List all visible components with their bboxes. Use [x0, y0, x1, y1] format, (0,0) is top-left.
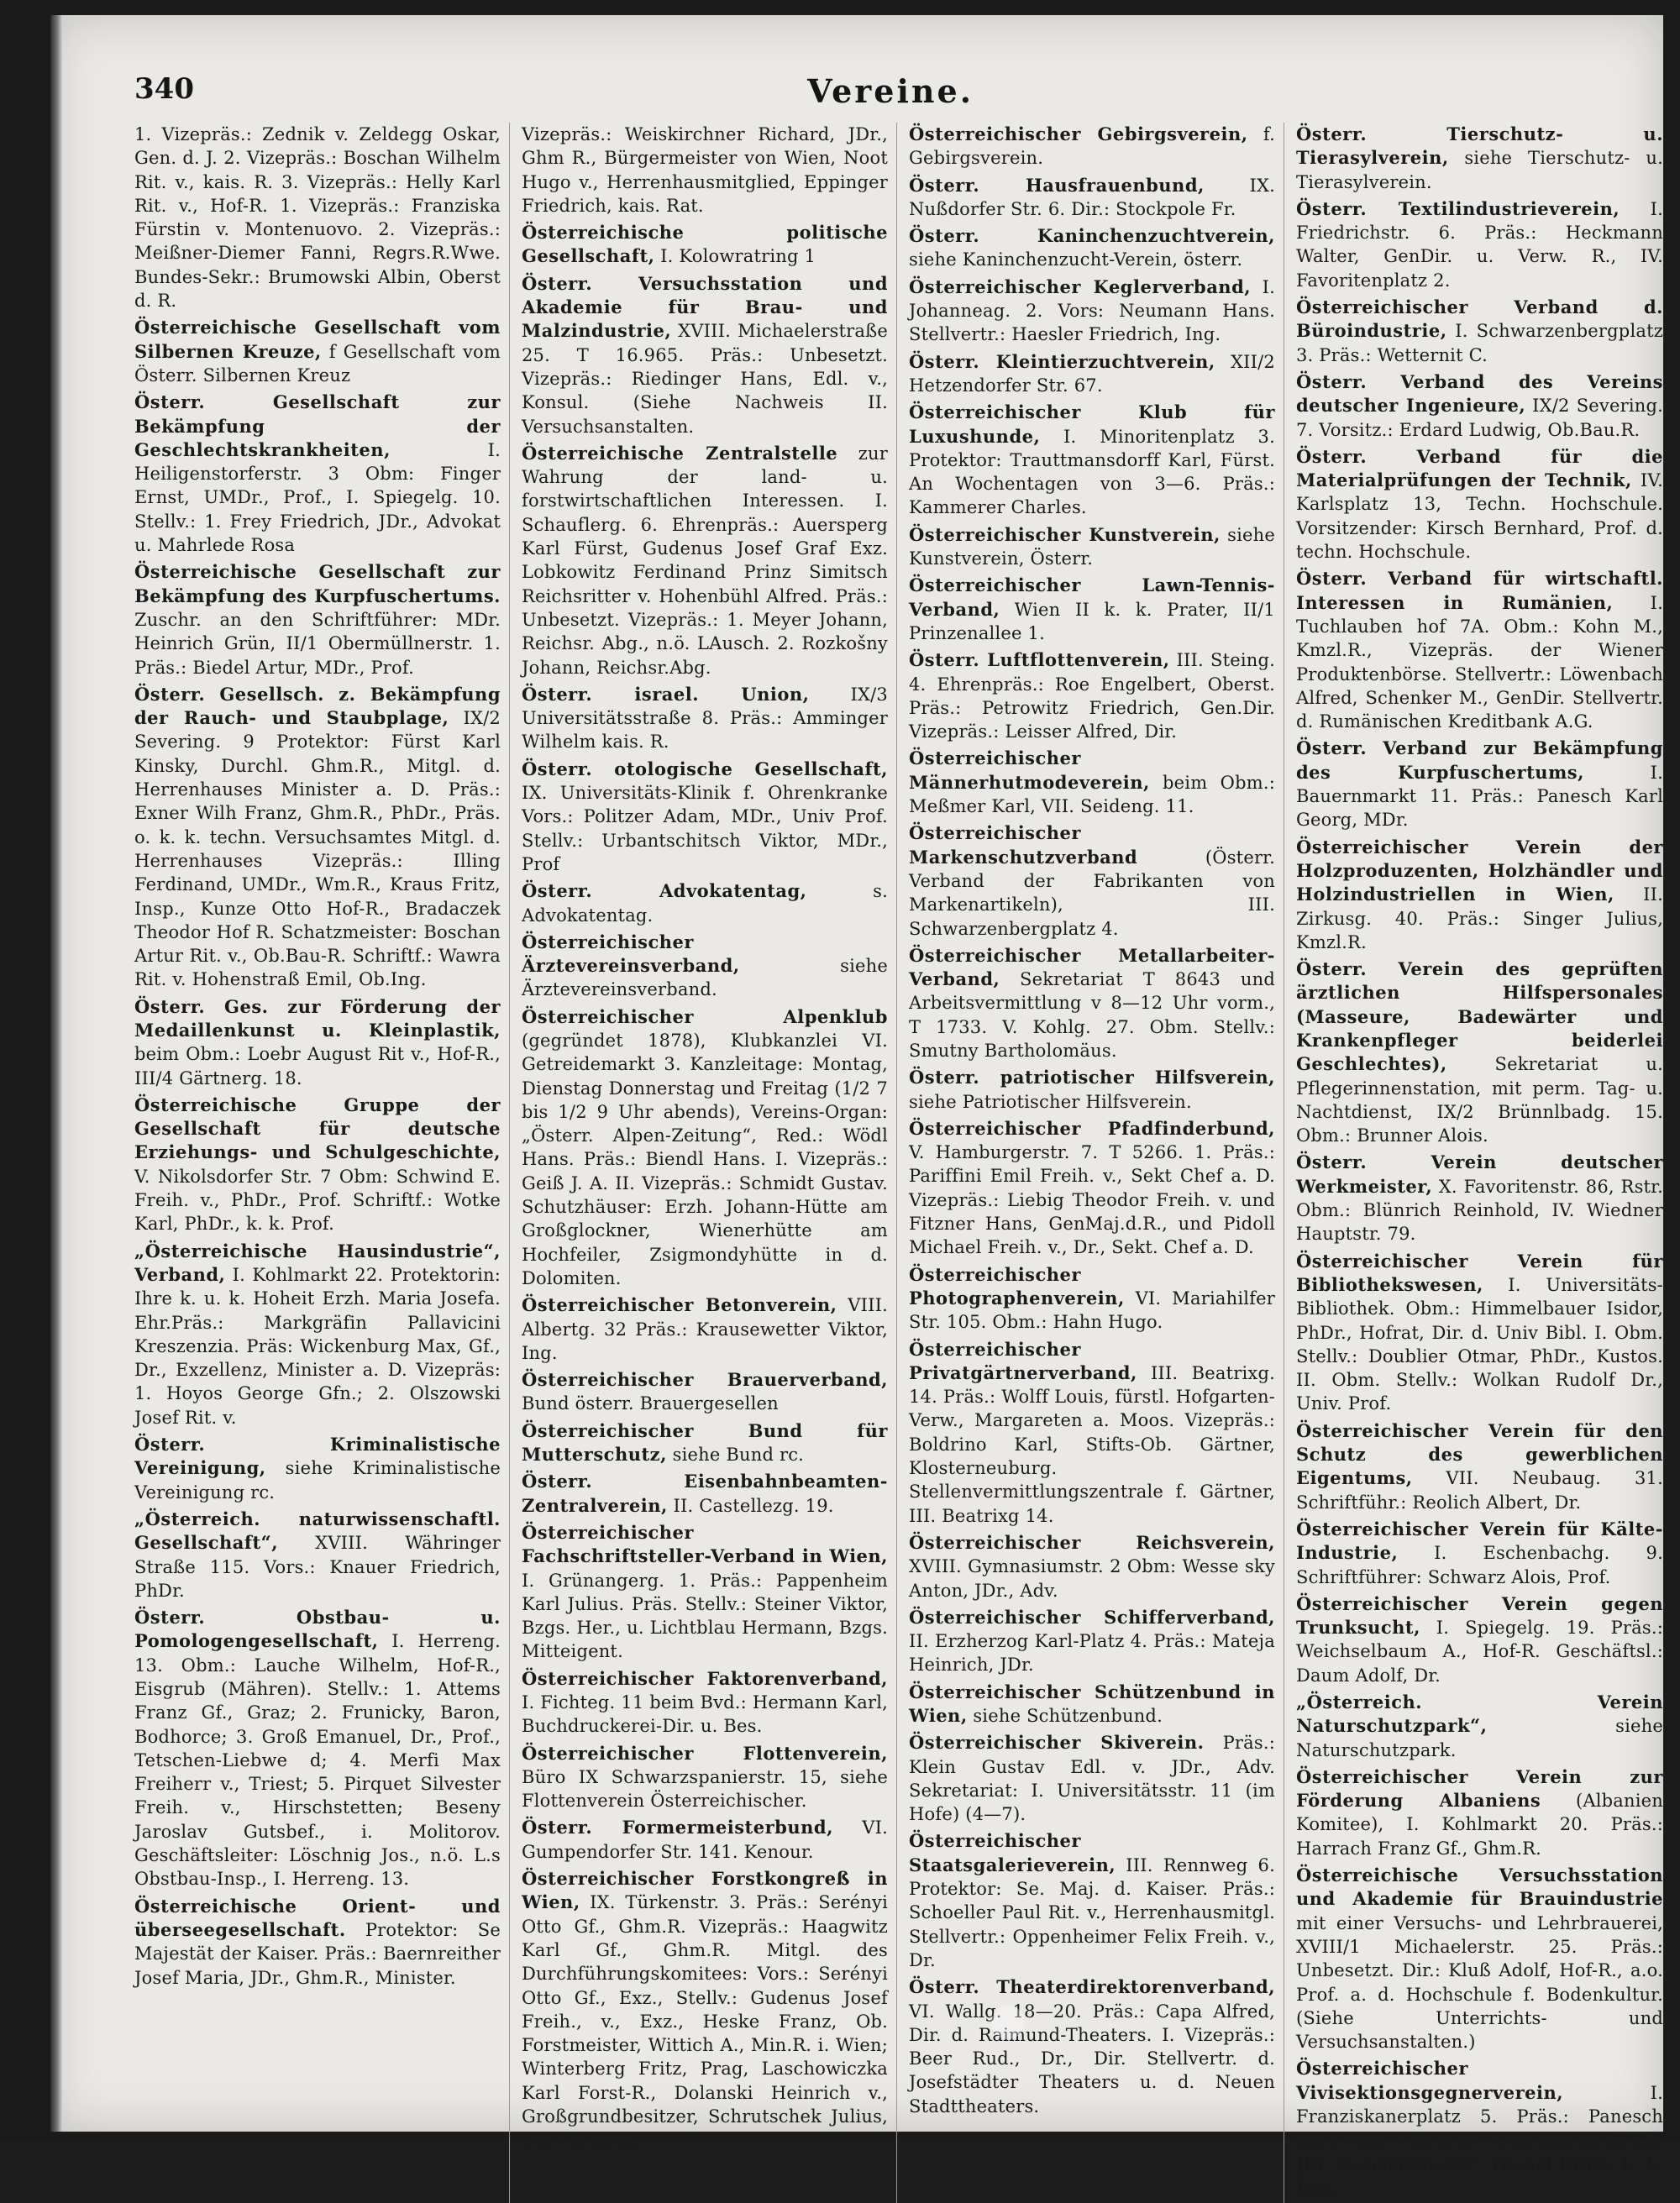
directory-entry	[909, 821, 1275, 940]
entry-details: VI. Wallg. 18—20. Präs.: Capa Alfred, Dir. d. Raimund-Theaters. I. Vizepräs.: Beer Rud., Dr., Dir. Stellvertr. d. Josefstädter Theaters u. d. Neuen Stadttheaters.	[909, 2001, 1275, 2116]
directory-entry	[909, 944, 1275, 1062]
entry-details: beim Obm.: Loebr August Rit v., Hof-R., III/4 Gärtnerg. 18.	[134, 1044, 501, 1088]
directory-entry	[909, 1338, 1275, 1528]
entry-details: II. Castellezg. 19.	[673, 1495, 834, 1516]
entry-heading: Österr. Ges. zur Förderung der Medaillenkunst u. Kleinplastik,	[134, 995, 501, 1041]
directory-entry	[1296, 1864, 1663, 2054]
entry-details: I. Fichteg. 11 beim Bvd.: Hermann Karl, Buchdruckerei-Dir. u. Bes.	[522, 1692, 888, 1737]
entry-details: XVIII. Gymnasiumstr. 2 Obm: Wesse sky Anton, JDr., Adv.	[909, 1556, 1275, 1601]
directory-entry	[909, 1681, 1275, 1728]
directory-entry	[1296, 1592, 1663, 1687]
entry-details: Sekretariat T 8643 und Arbeitsvermittlung v 8—12 Uhr vorm., T 1733. V. Kohlg. 27. Obm. Stellv.: Smutny Bartholomäus.	[909, 969, 1275, 1061]
directory-columns	[134, 123, 1672, 2198]
entry-details: siehe Naturschutzpark.	[1296, 1716, 1663, 1760]
paper-blemish	[991, 2006, 1025, 2039]
entry-heading: Österreichische Versuchsstation und Akademie für Brauindustrie	[1296, 1865, 1663, 1910]
directory-entry	[134, 1508, 501, 1602]
entry-details: siehe Schützenbund.	[973, 1706, 1163, 1726]
directory-entry	[1296, 737, 1663, 831]
column-2	[522, 123, 897, 2203]
directory-entry	[1296, 1151, 1663, 1246]
entry-details: I. Schwarzenbergplatz 3. Präs.: Wetternit C.	[1296, 321, 1663, 365]
directory-entry	[134, 123, 501, 312]
directory-entry	[1296, 1765, 1663, 1860]
directory-entry	[1296, 445, 1663, 564]
entry-details: siehe Kunstverein, Österr.	[909, 524, 1275, 569]
entry-heading: Österr. Verband für wirtschaftl. Interessen in Rumänien,	[1296, 568, 1663, 613]
entry-details: Zuschr. an den Schriftführer: MDr. Heinrich Grün, II/1 Obermüllnerstr. 1. Präs.: Biedel Artur, MDr., Prof.	[134, 609, 501, 678]
entry-heading: Österreichische politische Gesellschaft,	[522, 222, 888, 267]
directory-entry	[134, 683, 501, 992]
entry-details: siehe Bund rc.	[672, 1445, 805, 1466]
directory-entry	[522, 1005, 888, 1291]
entry-details: Präs.: Klein Gustav Edl. v. JDr., Adv. Sekretariat: I. Universitätsstr. 11 (im Hofe) (4—7).	[909, 1733, 1275, 1825]
entry-details: III. Steing. 4. Ehrenpräs.: Roe Engelbert, Oberst. Präs.: Petrowitz Friedrich, Gen.Dir. Vizepräs.: Leisser Alfred, Dir.	[909, 650, 1275, 742]
entry-details: mit einer Versuchs- und Lehrbrauerei, XVIII/1 Michaelerstr. 25. Präs.: Unbesetzt. Dir.: Kluß Adolf, Hof-R., a.o. Prof. a. d. Hochschule f. Bodenkultur. (Siehe Unterrichts- und Versuchsanstalten.)	[1296, 1912, 1663, 2053]
entry-heading: Österreichischer Schützenbund in Wien,	[909, 1681, 1275, 1726]
entry-details: Bund österr. Brauergesellen	[522, 1393, 779, 1414]
entry-heading: Österr. otologische Gesellschaft,	[522, 758, 888, 779]
directory-entry	[134, 1433, 501, 1504]
entry-heading: Österr. Formermeisterbund,	[522, 1817, 833, 1838]
directory-entry	[134, 1895, 501, 1990]
directory-entry	[909, 1829, 1275, 1972]
entry-heading: Österr. Luftflottenverein,	[909, 649, 1170, 671]
directory-entry	[134, 391, 501, 557]
entry-details: siehe Ärztevereinsverband.	[522, 956, 888, 1000]
entry-heading: Österr. Eisenbahnbeamten-Zentralverein,	[522, 1471, 888, 1516]
entry-heading: Österreichischer Lawn-Tennis-Verband,	[909, 574, 1275, 620]
entry-heading: Österreichischer Skiverein.	[909, 1732, 1205, 1754]
entry-details: III. Rennweg 6. Protektor: Se. Maj. d. Kaiser. Präs.: Schoeller Paul Rit. v., Herrenhausmitgl. Stellvertr.: Oppenheimer Felix Freih. v., Dr.	[909, 1854, 1275, 1970]
entry-details: XVIII. Währinger Straße 115. Vors.: Knauer Friedrich, PhDr.	[134, 1533, 501, 1601]
entry-details: Protektor: Se Majestät der Kaiser. Präs.: Baernreither Josef Maria, JDr., Ghm.R., Minister.	[134, 1919, 501, 1988]
entry-details: f. Gebirgsverein.	[909, 124, 1275, 169]
directory-entry	[522, 1667, 888, 1739]
entry-details: IX/2 Severing. 9 Protektor: Fürst Karl Kinsky, Durchl. Ghm.R., Mitgl. d. Herrenhauses Minister a. D. Präs.: Exner Wilh Franz, Ghm.R., PhDr., Präs. o. k. k. techn. Versuchsamtes Mitgl. d. Herrenhauses Vizepräs.: Illing Ferdinand, UMDr., Wm.R., Kraus Fritz, Insp., Kunze Otto Hof-R., Bradaczek Theodor Hof R. Schatzmeister: Boschan Artur Rit. v., Ob.Bau-R. Schriftf.: Wawra Rit. v. Hohenstraß Emil, Ob.Ing.	[134, 708, 501, 990]
directory-entry	[1296, 957, 1663, 1147]
entry-heading: „Österreich. naturwissenschaftl. Gesellschaft“,	[134, 1508, 501, 1554]
entry-details: II. Zirkusg. 40. Präs.: Singer Julius, Kmzl.R.	[1296, 884, 1663, 952]
entry-heading: Österreichischer Schifferverband,	[909, 1606, 1275, 1628]
entry-details: (Österr. Verband der Fabrikanten von Markenartikeln), III. Schwarzenbergplatz 4.	[909, 847, 1275, 939]
entry-heading: Österreichischer Vivisektionsgegnerverein,	[1296, 2058, 1564, 2103]
directory-entry	[522, 1521, 888, 1664]
entry-heading: Österreichischer Verein der Holzproduzenten, Holzhändler und Holzindustriellen in Wien,	[1296, 836, 1663, 905]
entry-details: XII/2 Hetzendorfer Str. 67.	[909, 351, 1275, 396]
entry-heading: Österr. Verband des Vereins deutscher Ingenieure,	[1296, 370, 1663, 417]
entry-heading: Österreichische Orient- und überseegesellschaft.	[134, 1895, 501, 1940]
directory-entry	[522, 1293, 888, 1365]
entry-details: IX. Universitäts-Klinik f. Ohrenkranke Vors.: Politzer Adam, MDr., Univ Prof. Stellv.: Urbantschitsch Viktor, MDr., Prof	[522, 783, 888, 874]
entry-heading: Österreichischer Privatgärtnerverband,	[909, 1338, 1137, 1383]
entry-heading: Österreichische Gruppe der Gesellschaft für deutsche Erziehungs- und Schulgeschichte,	[134, 1094, 501, 1163]
directory-entry	[1296, 123, 1663, 194]
entry-heading: Österreichischer Verband d. Büroindustrie,	[1296, 296, 1663, 342]
entry-details: I. Universitäts-Bibliothek. Obm.: Himmelbauer Isidor, PhDr., Hofrat, Dir. d. Univ Bibl. I. Obm. Stellv.: Doublier Otmar, PhDr., Kustos. II. Obm. Stellv.: Wolkan Rudolf Dr., Univ. Prof.	[1296, 1274, 1663, 1414]
directory-entry	[909, 275, 1275, 347]
entry-details: I. Spiegelg. 19. Präs.: Weichselbaum A., Hof-R. Geschäftsl.: Daum Adolf, Dr.	[1296, 1618, 1663, 1686]
entry-heading: Österreichische Zentralstelle	[522, 442, 838, 464]
entry-heading: Österreichischer Ärztevereinsverband,	[522, 931, 740, 977]
column-3	[909, 123, 1284, 2203]
entry-details: (gegründet 1878), Klubkanzlei VI. Getreidemarkt 3. Kanzleitage: Montag, Dienstag Donnerstag und Freitag (1/2 7 bis 1/2 9 Uhr abends), Vereins-Organ: „Österr. Alpen-Zeitung“, Red.: Wödl Hans. Präs.: Biendl Hans. I. Vizepräs.: Geiß J. A. II. Vizepräs.: Schmidt Gustav. Schutzhäuser: Erzh. Johann-Hütte am Großglockner, Wienerhütte am Hochfeiler, Zsigmondyhütte in d. Dolomiten.	[522, 1030, 888, 1288]
column-4	[1296, 123, 1672, 2203]
directory-entry	[522, 1867, 888, 2153]
directory-entry	[134, 1094, 501, 1236]
entry-details: IX/3 Universitätsstraße 8. Präs.: Amminger Wilhelm kais. R.	[522, 684, 888, 753]
directory-entry	[1296, 370, 1663, 442]
entry-heading: Österreichischer Klub für Luxushunde,	[909, 401, 1275, 447]
entry-heading: Österr. Hausfrauenbund,	[909, 174, 1205, 196]
entry-heading: Österreichische Gesellschaft zur Bekämpfung des Kurpfuschertums.	[134, 561, 501, 606]
entry-details: Büro IX Schwarzspanierstr. 15, siehe Flottenverein Österreichischer.	[522, 1766, 888, 1812]
entry-details: Vizepräs.: Weiskirchner Richard, JDr., Ghm R., Bürgermeister von Wien, Noot Hugo v., Herrenhausmitglied, Eppinger Friedrich, kais. Rat.	[522, 124, 888, 216]
entry-details: X. Favoritenstr. 86, Rstr. Obm.: Blünrich Reinhold, IV. Wiedner Hauptstr. 79.	[1296, 1176, 1663, 1245]
entry-heading: Österr. Advokatentag,	[522, 880, 807, 902]
entry-heading: Österr. Gesellsch. z. Bekämpfung der Rauch- und Staubplage,	[134, 683, 501, 729]
entry-heading: Österreichischer Kunstverein,	[909, 523, 1221, 545]
entry-details: 1. Vizepräs.: Zednik v. Zeldegg Oskar, Gen. d. J. 2. Vizepräs.: Boschan Wilhelm Rit. v., kais. R. 3. Vizepräs.: Helly Karl Rit. v., Hof-R. 1. Vizepräs.: Franziska Fürstin v. Montenuovo. 2. Vizepräs.: Meißner-Diemer Fanni, Regrs.R.Wwe. Bundes-Sekr.: Brumowski Albin, Oberst d. R.	[134, 124, 501, 312]
directory-entry	[522, 123, 888, 218]
entry-heading: Österreichischer Flottenverein,	[522, 1742, 888, 1764]
running-title: Vereine.	[807, 72, 974, 110]
entry-heading: Österreichischer Gebirgsverein,	[909, 123, 1248, 144]
directory-entry	[1296, 567, 1663, 733]
directory-entry	[909, 1606, 1275, 1677]
entry-heading: Österr. Verband für die Materialprüfungen der Technik,	[1296, 445, 1663, 491]
entry-heading: Österreichischer Pfadfinderbund,	[909, 1117, 1275, 1139]
entry-details: VI. Gumpendorfer Str. 141. Kenour.	[522, 1817, 888, 1862]
entry-details: siehe Patriotischer Hilfsverein.	[909, 1091, 1192, 1112]
entry-heading: Österreichischer Reichsverein,	[909, 1531, 1275, 1553]
entry-heading: Österreichischer Keglerverband,	[909, 275, 1252, 297]
entry-heading: Österreichischer Betonverein,	[522, 1294, 837, 1316]
entry-heading: Österr. Theaterdirektorenverband,	[909, 1976, 1275, 1998]
entry-heading: Österreichischer Verein für Bibliothekswesen,	[1296, 1250, 1663, 1295]
entry-details: V. Hamburgerstr. 7. T 5266. 1. Präs.: Pariffini Emil Freih. v., Sekt Chef a. D. Vizepräs.: Liebig Theodor Freih. v. und Fitzner Hans, GenMaj.d.R., und Pidoll Michael Freih. v., Dr., Sekt. Chef a. D.	[909, 1142, 1275, 1258]
directory-entry	[522, 1742, 888, 1813]
entry-details: V. Nikolsdorfer Str. 7 Obm: Schwind E. Freih. v., PhDr., Prof. Schriftf.: Wotke Karl, PhDr., k. k. Prof.	[134, 1166, 501, 1235]
entry-details: beim Obm.: Meßmer Karl, VII. Seideng. 11.	[909, 772, 1275, 817]
entry-heading: Österr. Verein deutscher Werkmeister,	[1296, 1151, 1663, 1197]
page-header	[134, 72, 1646, 123]
entry-heading: Österreichischer Faktorenverband,	[522, 1667, 888, 1689]
entry-details: IX. Nußdorfer Str. 6. Dir.: Stockpole Fr.	[909, 175, 1275, 219]
directory-entry	[134, 316, 501, 387]
entry-heading: Österreichischer Alpenklub	[522, 1005, 888, 1027]
entry-heading: Österr. Kleintierzuchtverein,	[909, 350, 1215, 372]
entry-heading: Österr. Textilindustrieverein,	[1296, 197, 1620, 219]
entry-details: (Albanien Komitee), I. Kohlmarkt 20. Präs.: Harrach Franz Gf., Ghm.R.	[1296, 1791, 1663, 1859]
entry-details: s. Advokatentag.	[522, 881, 888, 926]
directory-entry	[909, 224, 1275, 272]
entry-details: I. Friedrichstr. 6. Präs.: Heckmann Walter, GenDir. u. Verw. R., IV. Favoritenplatz 2.	[1296, 198, 1663, 291]
entry-heading: Österr. Versuchsstation und Akademie für Brau- und Malzindustrie,	[522, 272, 888, 342]
entry-heading: Österreichischer Forstkongreß in Wien,	[522, 1868, 888, 1913]
directory-entry	[522, 931, 888, 1002]
directory-entry	[522, 1419, 888, 1467]
entry-heading: Österr. Kaninchenzuchtverein,	[909, 225, 1275, 247]
entry-details: I. Johanneag. 2. Vors: Neumann Hans. Stellvertr.: Haesler Friedrich, Ing.	[909, 276, 1275, 345]
directory-entry	[134, 560, 501, 679]
entry-details: Wien II k. k. Prater, II/1 Prinzenallee 1.	[909, 599, 1275, 643]
page-binding-edge	[50, 15, 62, 2132]
entry-details: III. Beatrixg. 14. Präs.: Wolff Louis, fürstl. Hofgarten-Verw., Margareten a. Moos. Vizepräs.: Boldrino Karl, Stifts-Ob. Gärtner, Klosterneuburg. Stellenvermittlungszentrale f. Gärtner, III. Beatrixg 14.	[909, 1362, 1275, 1526]
entry-heading: Österreichischer Photographenverein,	[909, 1263, 1125, 1309]
directory-entry	[134, 1606, 501, 1891]
directory-entry	[909, 1975, 1275, 2118]
entry-details: I. Herreng. 13. Obm.: Lauche Wilhelm, Hof-R., Eisgrub (Mähren). Stellv.: 1. Attems Franz Gf., Graz; 2. Frunicky, Baron, Bodhorce; 3. Groß Emanuel, Dr., Prof., Tetschen-Liebwe d; 4. Merfi Max Freiherr v., Triest; 5. Pirquet Silvester Freih. v., Hirschstetten; Beseny Jaroslav Gutsbef., i. Molitorov. Geschäftsleiter: Löschnig Jos., n.ö. L.s Obstbau-Insp., I. Herreng. 13.	[134, 1631, 501, 1890]
directory-entry	[522, 1816, 888, 1864]
directory-entry	[909, 574, 1275, 645]
directory-entry	[134, 995, 501, 1090]
directory-entry	[909, 401, 1275, 519]
entry-details: siehe Kaninchenzucht-Verein, österr.	[909, 249, 1243, 270]
entry-heading: Österreichischer Bund für Mutterschutz,	[522, 1419, 888, 1466]
directory-entry	[1296, 836, 1663, 954]
directory-entry	[909, 123, 1275, 170]
directory-entry	[909, 1731, 1275, 1826]
directory-entry	[909, 523, 1275, 571]
entry-details: IV. Karlsplatz 13, Techn. Hochschule. Vorsitzender: Kirsch Bernhard, Prof. d. techn. Hochschule.	[1296, 470, 1663, 563]
entry-heading: Österr. israel. Union,	[522, 683, 810, 705]
entry-details: IX/2 Severing. 7. Vorsitz.: Erdard Ludwig, Ob.Bau.R.	[1296, 396, 1663, 440]
directory-entry	[522, 221, 888, 269]
entry-heading: Österr. Kriminalistische Vereinigung,	[134, 1434, 501, 1479]
directory-entry	[909, 1117, 1275, 1260]
directory-entry	[1296, 2057, 1663, 2200]
entry-details: VIII. Albertg. 32 Präs.: Krausewetter Viktor, Ing.	[522, 1295, 888, 1363]
entry-details: siehe Kriminalistische Vereinigung rc.	[134, 1458, 501, 1503]
entry-details: VII. Neubaug. 31. Schriftführ.: Reolich Albert, Dr.	[1296, 1468, 1663, 1513]
entry-details: II. Erzherzog Karl-Platz 4. Präs.: Mateja Heinrich, JDr.	[909, 1631, 1275, 1676]
entry-heading: Österreichischer Staatsgalerieverein,	[909, 1830, 1116, 1875]
directory-entry	[522, 1368, 888, 1416]
directory-entry	[909, 174, 1275, 222]
entry-heading: Österr. Gesellschaft zur Bekämpfung der Geschlechtskrankheiten,	[134, 391, 501, 460]
directory-entry	[1296, 197, 1663, 292]
entry-details: VI. Mariahilfer Str. 105. Obm.: Hahn Hugo.	[909, 1288, 1275, 1333]
directory-entry	[1296, 1419, 1663, 1514]
entry-details: I. Heiligenstorferstr. 3 Obm: Finger Ernst, UMDr., Prof., I. Spiegelg. 10. Stellv.: 1. Frey Friedrich, JDr., Advokat u. Mahrlede Rosa	[134, 439, 501, 556]
directory-entry	[909, 747, 1275, 818]
directory-entry	[909, 350, 1275, 398]
directory-entry	[1296, 1518, 1663, 1589]
directory-entry	[909, 648, 1275, 743]
entry-heading: Österreichische Gesellschaft vom Silbernen Kreuze,	[134, 317, 501, 362]
entry-details: I. Eschenbachg. 9. Schriftführer: Schwarz Alois, Prof.	[1296, 1543, 1663, 1587]
directory-entry	[522, 442, 888, 679]
directory-entry	[909, 1263, 1275, 1335]
entry-heading: Österr. Obstbau- u. Pomologengesellschaft,	[134, 1607, 501, 1652]
directory-entry	[1296, 1691, 1663, 1762]
entry-details: I. Minoritenplatz 3. Protektor: Trauttmansdorff Karl, Fürst. An Wochentagen von 3—6. Präs.: Kammerer Charles.	[909, 426, 1275, 518]
directory-entry	[1296, 1250, 1663, 1416]
column-1	[134, 123, 510, 2203]
entry-heading: Österreichischer Markenschutzverband	[909, 822, 1138, 868]
entry-heading: „Österreich. Verein Naturschutzpark“,	[1296, 1692, 1663, 1737]
entry-heading: „Österreichische Hausindustrie“, Verband,	[134, 1240, 501, 1285]
directory-entry	[522, 758, 888, 876]
directory-entry	[909, 1066, 1275, 1114]
entry-details: XVIII. Michaelerstraße 25. T 16.965. Präs.: Unbesetzt. Vizepräs.: Riedinger Hans, Edl. v., Konsul. (Siehe Nachweis II. Versuchsanstalten.	[522, 321, 888, 437]
entry-details: zur Wahrung der land- u. forstwirtschaftlichen Interessen. I. Schauflerg. 6. Ehrenpräs.: Auersperg Karl Fürst, Gudenus Josef Graf Exz. Lobkowitz Ferdinand Prinz Simitsch Reichsritter v. Hohenbühl Alfred. Präs.: Unbesetzt. Vizepräs.: 1. Meyer Johann, Reichsr. Abg., n.ö. LAusch. 2. Rozkošny Johann, Reichsr.Abg.	[522, 443, 888, 678]
directory-page	[50, 15, 1663, 2198]
entry-heading: Österr. Tierschutz- u. Tierasylverein,	[1296, 123, 1663, 169]
directory-entry	[134, 1240, 501, 1429]
entry-heading: Österr. patriotischer Hilfsverein,	[909, 1067, 1275, 1088]
directory-entry	[522, 272, 888, 438]
entry-heading: Österr. Verein des geprüften ärztlichen Hilfspersonales (Masseure, Badewärter und Krankenpfleger beiderlei Geschlechtes),	[1296, 958, 1663, 1075]
entry-details: I. Kohlmarkt 22. Protektorin: Ihre k. u. k. Hoheit Erzh. Maria Josefa. Ehr.Präs.: Markgräfin Pallavicini Kreszenzia. Präs: Wickenburg Max, Gf., Dr., Exzellenz, Minister a. D. Vizepräs: 1. Hoyos George Gfn.; 2. Olszowski Josef Rit. v.	[134, 1264, 501, 1428]
entry-details: I. Bauernmarkt 11. Präs.: Panesch Karl Georg, MDr.	[1296, 762, 1663, 831]
directory-entry	[1296, 296, 1663, 367]
entry-details: I. Kolowratring 1	[660, 246, 816, 267]
entry-heading: Österreichischer Fachschriftsteller-Verband in Wien,	[522, 1521, 888, 1567]
directory-entry	[909, 1531, 1275, 1602]
page-number: 340	[134, 72, 194, 106]
entry-details: Sekretariat u. Pflegerinnenstation, mit perm. Tag- u. Nachtdienst, IX/2 Brünnlbadg. 15. Obm.: Brunner Alois.	[1296, 1054, 1663, 1146]
entry-heading: Österreichischer Verein gegen Trunksucht,	[1296, 1592, 1663, 1639]
directory-entry	[522, 879, 888, 927]
entry-heading: Österreichischer Metallarbeiter-Verband,	[909, 944, 1275, 990]
entry-heading: Österreichischer Verein für den Schutz des gewerblichen Eigentums,	[1296, 1419, 1663, 1489]
entry-details: IX. Türkenstr. 3. Präs.: Serényi Otto Gf., Ghm.R. Vizepräs.: Haagwitz Karl Gf., Ghm.R. Mitgl. des Durchführungskomitees: Vors.: Serényi Otto Gf., Exz., Stellv.: Gudenus Josef Freih., v., Exz., Heske Franz, Ob. Forstmeister, Wittich A., Min.R. i. Wien; Winterberg Fritz, Prag, Laschowiczka Karl Forst-R., Dolanski Heinrich v., Großgrundbesitzer, Schrutschek Julius, Ob. Forstrat.	[522, 1892, 888, 2151]
entry-heading: Österreichischer Brauerverband,	[522, 1369, 888, 1391]
entry-details: siehe Tierschutz- u. Tierasylverein.	[1296, 148, 1663, 192]
entry-heading: Österr. Verband zur Bekämpfung des Kurpfuschertums,	[1296, 737, 1663, 783]
directory-entry	[522, 1470, 888, 1518]
entry-heading: Österreichischer Männerhutmodeverein,	[909, 747, 1150, 793]
entry-details: I. Franziskanerplatz 5. Präs.: Panesch Karl, MDr. Vizepräs.: Boschan Heinrich, JDr. Geschäftsleiter: Thanel Ernst, k. k. Bmt.	[1296, 2082, 1663, 2198]
entry-details: I. Grünangerg. 1. Präs.: Pappenheim Karl Julius. Präs. Stellv.: Steiner Viktor, Bzgs. Her., u. Lichtblau Hermann, Bzgs. Mitteigent.	[522, 1570, 888, 1662]
entry-details: I. Tuchlauben hof 7A. Obm.: Kohn M., Kmzl.R., Vizepräs. der Wiener Produktenbörse. Stellvertr.: Löwenbach Alfred, Schenker M., GenDir. Stellvertr. d. Rumänischen Kreditbank A.G.	[1296, 592, 1663, 732]
entry-heading: Österreichischer Verein für Kälte-Industrie,	[1296, 1518, 1663, 1564]
directory-entry	[522, 683, 888, 754]
entry-details: f Gesellschaft vom Österr. Silbernen Kreuz	[134, 341, 501, 386]
entry-heading: Österreichischer Verein zur Förderung Albaniens	[1296, 1765, 1663, 1812]
